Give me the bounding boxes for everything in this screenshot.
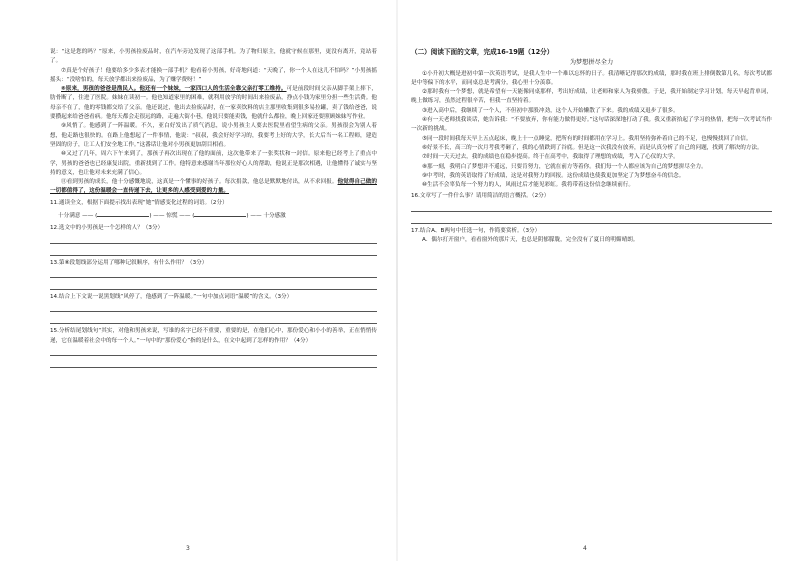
paragraph-7: ⑦真是个好孩子！他要给多少多表才能换一部手机？他看着小男孩，好奇地问道：“天晚了，你一个人在这儿不怕吗？”小男孩摇摇头：“没啥怕的，每天放学都出来捡废品，为了赚学费呀！”	[50, 67, 377, 83]
answer-line[interactable]	[50, 303, 377, 312]
answer-line[interactable]	[50, 247, 377, 256]
flow-end: 十分感激	[263, 213, 286, 220]
paragraph-2: ②那时我有一个梦想，就是希望有一天能像同桌那样，考出好成绩，让老师和家人为我骄傲。于是，我开始制定学习计划，每天早起背单词，晚上做练习，虽然过程很辛苦，但我一直坚持着。	[411, 89, 772, 105]
flow-mid: 惊慌	[166, 213, 178, 220]
paragraph-1: ①小升初大概是进初中第一次英语考试，是我人生中一个难以忘怀的日子。我清晰记得那次的成绩，那时我在班上排倒数第几名，每次考试都是中等偏下的水平，而同桌总是考满分，我心里十分羡慕。	[411, 70, 772, 86]
question-12: 12.选文中的小男孩是一个怎样的人？（3分）	[50, 225, 164, 232]
paragraph-8: ⑧那一刻，我明白了梦想并不遥远，只要肯努力，它就在前方等着你。我们每一个人都应该为自己的梦想拼尽全力。	[422, 163, 707, 170]
paragraph-3: ③进入高中后，我继续了一个人，不但初中那股冲劲，这个人开始懒散了下来。我的成绩又退步了很多。	[422, 107, 679, 114]
question-16: 16.文章写了一件什么事？请用简洁的语言概括。（2分）	[411, 193, 550, 200]
paragraph-8	[50, 85, 377, 122]
question-15: 15.分析结尾划线句“其实，对他和男孩来说，写谁的名字已经不重要，重要的是，在他们心中，那份爱心和小小的善举，正在悄悄传递，它在温暖着社会中的每一个人。”一句中的“那份爱心”指的是什么，在文中起到了怎样的作用？（4分）	[50, 328, 377, 344]
paragraph-8-underlined: ⑧原来，男孩的爸爸是渔民人。他还有一个妹妹，一家四口人的生活全靠父亲打零工维持。	[61, 86, 287, 93]
answer-line[interactable]	[50, 281, 377, 290]
paragraph-11-underlined: 他觉得自己做的一切都值得了，这份温暖会一直传递下去，让更多的人感受到爱的力量。	[50, 179, 377, 195]
answer-line[interactable]	[50, 347, 377, 356]
answer-line[interactable]	[50, 235, 377, 244]
page-number: 4	[583, 544, 587, 552]
question-11: 11.通读全文，根据下面提示找出表现“她”情感变化过程的词语。（2分）	[50, 199, 228, 206]
paragraph-8-rest: 可是前段时间父亲从脚手架上摔下，肋骨断了，住进了医院。妹妹在读初一。他也知道家里的困难，就利用放学的时间出来捡废品，挣点小钱为家里分担一些生活费。他母亲不在了，他的零钱都交给了父亲。他还说过，他出去捡废品时，在一家卖饮料的店主那里收集到很多易拉罐，卖了钱给爸爸，说要攒起来给爸爸看病。他每天都会走很远的路，走遍大街小巷，他说只要能卖钱，他就什么都捡，晚上回家还要照顾妹妹写作业。	[50, 86, 377, 121]
article-title: 为梦想拼尽全力	[569, 59, 614, 67]
paragraph-6: ⑥好景不长，高三的一次月考我考砸了，我的心情跌到了谷底。但是这一次我没有放弃，而是认真分析了自己的问题，找到了解决的方法。	[422, 144, 763, 151]
paragraph-top: 说：“这是您的吗？”原来，小男孩捡废品时，在汽车旁边发现了这部手机。为了物归原主，他就守候在那里，更没有离开，竟站着了。	[50, 49, 377, 65]
question-14: 14.结合上下文说一说黑划线“风停了，他感到了一阵温暖。”一句中加点词语“温暖”的含义。（3分）	[50, 293, 293, 300]
answer-line[interactable]	[411, 203, 772, 212]
right-page	[397, 0, 794, 561]
answer-line[interactable]	[50, 359, 377, 368]
question-17-option-a: A．偶尔打开窗户，看看窗外的那片天，也总是阴郁朦胧，完全没有了夏日的明媚晴朗。	[422, 237, 639, 244]
page-number: 3	[186, 544, 190, 552]
paragraph-10: ⑩生活不会辜负每一个努力的人，风雨过后才能见彩虹。我将带着这份信念继续前行。	[422, 182, 634, 189]
paragraph-11-text: ⑪看到男孩的成长，他十分感慨地说，这真是一个懂事的好孩子。每次捐款，他总是默默地付出，从不求回报。	[61, 179, 338, 186]
paragraph-5: ⑤同一段时间我每天早上五点起床，晚上十一点睡觉，把所有的时间都用在学习上。我用坚持弥补着自己的不足，也慢慢找回了自信。	[422, 135, 752, 142]
paragraph-11	[50, 178, 377, 197]
question-13: 13.第⑧段划线部分运用了哪种记叙顺序，有什么作用？（3分）	[50, 259, 208, 266]
blank-2[interactable]	[194, 210, 246, 217]
paragraph-10: ⑩又过了几年，周六下午来到了，那孩子再次出现在了他的面前，这次他带来了一张奖状和一封信。原来他已经考上了重点中学，男孩的爸爸也已经康复出院，重新找到了工作。他特意来感谢当年那位好心人的帮助，他说正是那次相遇，让他懂得了诚实与坚持的意义，也让他对未来充满了信心。	[50, 151, 377, 176]
answer-line[interactable]	[411, 215, 772, 224]
answer-line[interactable]	[50, 315, 377, 324]
paragraph-4: ④有一天老师找我谈话，她告诉我：“不要放弃，你有能力做得更好。”这句话深深地打动了我。我又重新拾起了学习的热情，把每一次考试当作一次新的挑战。	[411, 117, 772, 133]
paragraph-9: ⑨中考时，我的英语取得了好成绩，这是对我努力的回报。这份成绩也使我更加坚定了为梦想奋斗的信念。	[422, 172, 685, 179]
paragraph-7: ⑦时间一天天过去，我的成绩也在稳步提高。终于在高考中，我取得了理想的成绩，考入了心仪的大学。	[422, 154, 679, 161]
section-title: （二）阅读下面的文章，完成16-19题（12分）	[411, 48, 554, 56]
question-11-flow: 十分满意 —— ( ) —— 惊慌 —— ( ) —— 十分感激	[50, 210, 377, 221]
answer-line[interactable]	[50, 269, 377, 278]
paragraph-9: ⑨风悄了。他感到了一阵温暖。不久，亚白好发出了质气消息，说小男孩主人要去医院里看望生病的父亲。男孩很会为别人着想，他走路也很快的。在路上他想起了一件事情，他说：“叔叔，我会好好学习的，我要考上好的大学，长大后当一名工程师，建造坚固的房子，让工人们安全地工作。”这番话让他对小男孩更加刮目相看。	[50, 123, 377, 148]
question-17: 17.结合A、B两句中任选一句，作简要赏析。（3分）	[411, 227, 541, 234]
blank-1[interactable]	[97, 210, 149, 217]
flow-start: 十分满意	[58, 213, 81, 220]
